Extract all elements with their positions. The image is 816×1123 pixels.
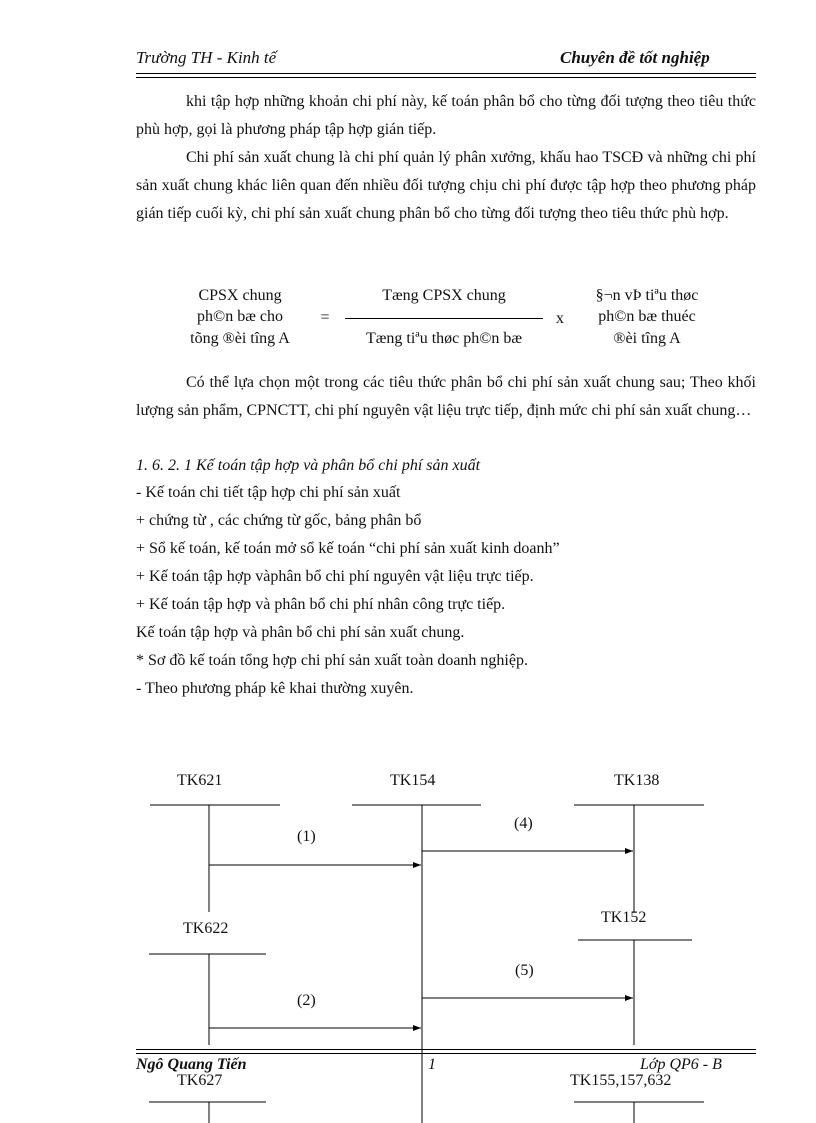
account-label: TK154 <box>390 772 436 789</box>
footer-rule-top <box>136 1049 756 1050</box>
account-label: TK621 <box>177 772 223 789</box>
entry-label: (5) <box>515 962 534 979</box>
formula-left-line-2: ph©n bæ cho <box>197 308 283 325</box>
footer-rule-bottom <box>136 1053 756 1054</box>
account-label: TK152 <box>601 909 647 926</box>
formula-right-line-2: ph©n bæ thuéc <box>598 308 696 325</box>
account-label: TK627 <box>177 1072 223 1089</box>
list-line: - Kế toán chi tiết tập hợp chi phí sản xuất <box>136 484 401 501</box>
paragraph-2-text: Chi phí sản xuất chung là chi phí quản lý phân xưởng, khấu hao TSCĐ và những chi phí sản xuất chung khác liên quan đến nhiều đối tượng chịu chi phí được tập hợp theo phương pháp gián tiếp cuối kỳ, chi phí sản xuất chung phân bổ cho từng đối tượng theo tiêu thức phù hợp. <box>136 149 756 222</box>
list-line: Kế toán tập hợp và phân bổ chi phí sản xuất chung. <box>136 624 465 641</box>
account-label: TK622 <box>183 920 229 937</box>
entry-label: (4) <box>514 815 533 832</box>
list-line: + chứng từ , các chứng từ gốc, bảng phân bổ <box>136 512 422 529</box>
account-label: TK155,157,632 <box>570 1072 672 1089</box>
formula-left-line-3: tõng ®èi tîng A <box>190 330 290 347</box>
list-line: + Kế toán tập hợp và phân bổ chi phí nhân công trực tiếp. <box>136 596 506 613</box>
list-line: - Theo phương pháp kê khai thường xuyên. <box>136 680 414 697</box>
entry-label: (1) <box>297 828 316 845</box>
paragraph-1-text: khi tập hợp những khoản chi phí này, kế toán phân bổ cho từng đối tượng theo tiêu thức phù hợp, gọi là phương pháp tập hợp gián tiếp. <box>136 93 756 138</box>
formula-numerator: Tæng CPSX chung <box>382 287 506 304</box>
header-title: Chuyên đề tốt nghiệp <box>560 48 710 67</box>
formula-right-line-1: §¬n vÞ tiªu thøc <box>595 287 699 304</box>
account-label: TK138 <box>614 772 660 789</box>
header-school: Trường TH - Kinh tế <box>136 48 277 67</box>
section-heading: 1. 6. 2. 1 Kế toán tập hợp và phân bổ chi phí sản xuất <box>136 457 481 474</box>
entry-label: (2) <box>297 992 316 1009</box>
formula-right-line-3: ®èi tîng A <box>613 330 681 347</box>
footer-page-number: 1 <box>428 1056 436 1073</box>
paragraph-3-text: Có thể lựa chọn một trong các tiêu thức phân bổ chi phí sản xuất chung sau; Theo khối lượng sản phẩm, CPNCTT, chi phí nguyên vật liệu trực tiếp, định mức chi phí sản xuất chung… <box>136 374 756 419</box>
formula-denominator: Tæng tiªu thøc ph©n bæ <box>365 330 523 347</box>
list-line: + Kế toán tập hợp vàphân bổ chi phí nguyên vật liệu trực tiếp. <box>136 568 534 585</box>
formula-left-line-1: CPSX chung <box>198 287 282 304</box>
footer-author: Ngô Quang Tiến <box>136 1056 247 1073</box>
list-line: + Sổ kế toán, kế toán mở sổ kế toán “chi phí sản xuất kinh doanh” <box>136 540 560 557</box>
formula-times: x <box>556 310 564 327</box>
list-line: * Sơ đồ kế toán tổng hợp chi phí sản xuất toàn doanh nghiệp. <box>136 652 528 669</box>
formula-equals: = <box>320 309 330 326</box>
footer-class: Lớp QP6 - B <box>640 1056 722 1073</box>
